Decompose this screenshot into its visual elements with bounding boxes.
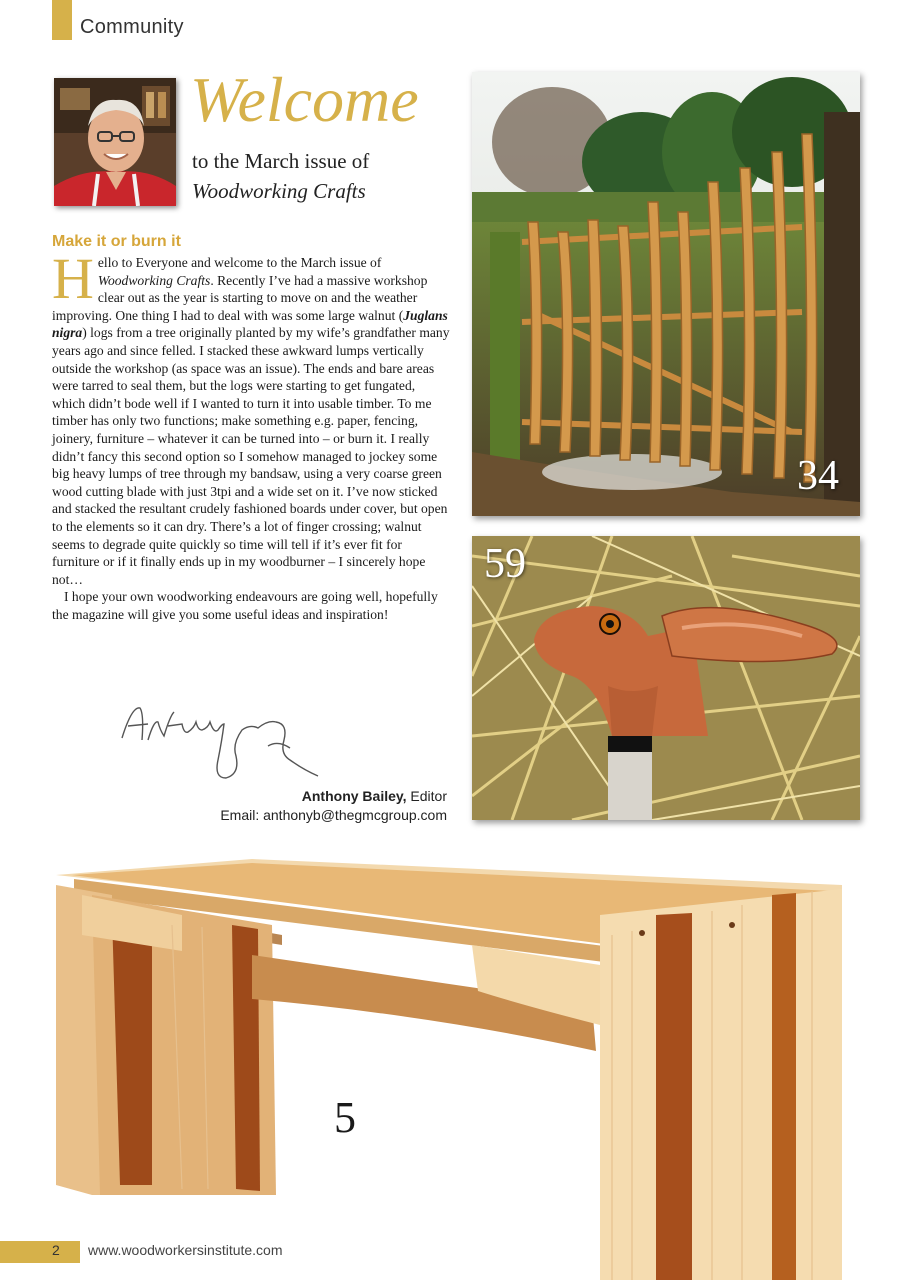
footer-page-number: 2 [52,1242,60,1258]
p1-text-b: . Recently I’ve had a massive workshop clear out as the year is starting to move on and the weather improving. One thing I had to deal with was some large walnut ( [52,272,428,323]
footer-url[interactable]: www.woodworkersinstitute.com [88,1242,283,1258]
magazine-name: Woodworking Crafts [192,179,366,203]
paragraph-2: I hope your own woodworking endeavours are going well, hopefully the magazine will give you some useful ideas and inspiration! [52,589,438,622]
gate-page-number: 34 [797,453,839,499]
desk-photo [52,855,862,1280]
article-subheading: Make it or burn it [52,233,181,250]
hare-page-number: 59 [484,541,526,587]
editor-email: Email: anthonyb@thegmcgroup.com [220,807,447,823]
p1-magazine-name: Woodworking Crafts [97,272,211,288]
p1-latin-name: Juglans nigra [52,307,448,341]
welcome-subtitle [192,146,369,206]
p1-text-c: ) logs from a tree originally planted by my wife’s grandfather many years ago and since felled. I stacked these awkward lumps vertically outside the workshop (as space was an issue). The ends and bare areas were tarred to seal them, but the logs were starting to get fungated, which didn’t bode well if I wanted to turn it into usable timber. To me timber has only two functions; make something e.g. paper, fencing, joinery, furniture – whatever it can be turned into – or burn it. I really didn’t fancy this second option so I somehow managed to jockey some big heavy lumps of tree through my bandsaw, using a very coarse green wood cutting blade with just 3tpi and a wide set on it. I’ve now sticked and stacked the resultant crudely fashioned boards under cover, but open to the elements so it can dry. There’s a lot of finger crossing; walnut seems to degrade quite quickly so time will tell if it’s ever fit for furniture or if it finally ends up in my woodburner – I sincerely hope not… [52,325,450,587]
footer-bar [0,1241,80,1263]
section-label: Community [80,16,184,38]
editor-portrait [54,78,176,206]
hare-stick-photo [472,536,860,820]
drop-cap: H [52,246,94,311]
gate-photo [472,72,860,516]
article-body [52,246,450,623]
editor-name: Anthony Bailey, [301,788,407,804]
section-tab [52,0,72,40]
desk-page-number: 5 [334,1093,356,1142]
welcome-title: Welcome [190,64,419,135]
paragraph-1 [52,246,450,588]
welcome-line-1: to the March issue of [192,149,370,173]
editor-name-line [302,788,447,804]
editor-role: Editor [406,788,447,804]
editor-signature [118,700,332,784]
p1-text-a: ello to Everyone and welcome to the March issue of [97,255,382,270]
